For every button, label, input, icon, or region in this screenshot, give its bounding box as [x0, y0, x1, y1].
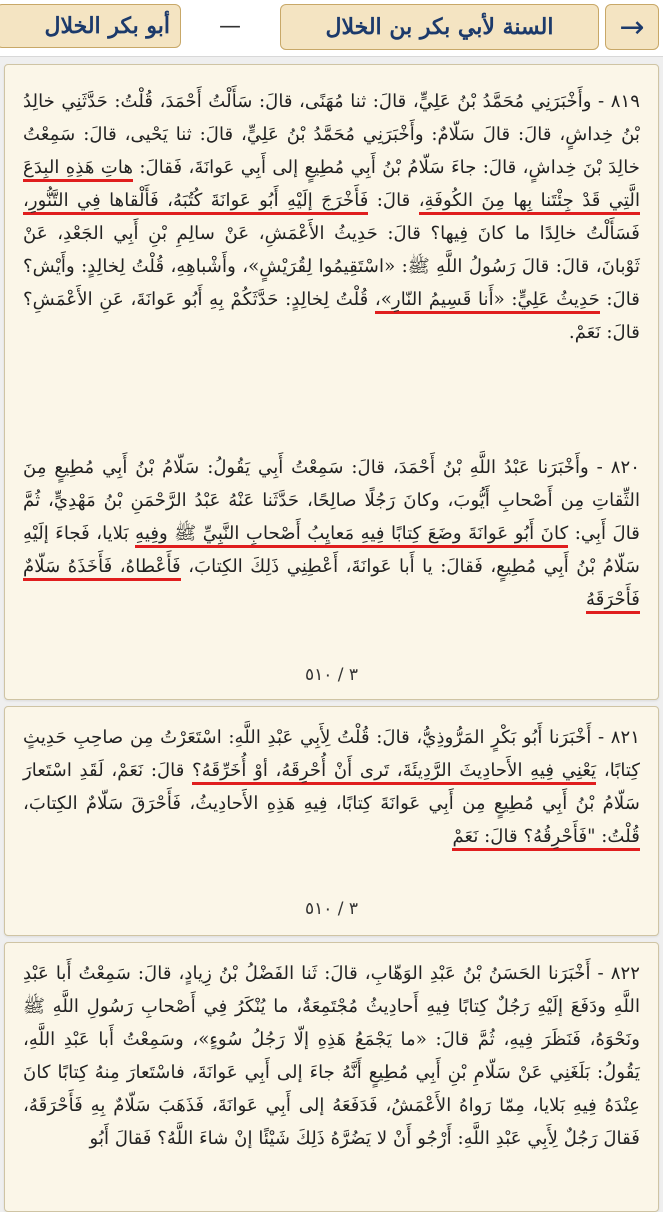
- content-card: [4, 64, 659, 700]
- hadith-822: ٨٢٢ - أَخْبَرَنا الحَسَنُ بْنُ عَبْدِ الوَهّابِ، قالَ: ثَنا الفَضْلُ بْنُ زِيادٍ، قالَ: سَمِعْتُ أَبا عَبْدِ اللَّهِ ودَفَعَ إلَيْهِ رَجُلٌ كِتابًا فِيهِ أَحادِيثُ مُجْتَمِعَةٌ، ما يُنْكَرُ فِي أَصْحابِ رَسُولِ اللَّهِ ﷺ ونَحْوَهُ، فَنَظَرَ فِيهِ، ثُمَّ قالَ: «ما يَجْمَعُ هَذِهِ إلّا رَجُلُ سُوءٍ»، وسَمِعْتُ أَبا عَبْدِ اللَّهِ، يَقُولُ: بَلَغَنِي عَنْ سَلّامِ بْنِ أَبِي مُطِيعٍ أَنَّهُ جاءَ إلى أَبِي عَوانَةَ، فاسْتَعارَ مِنهُ كِتابًا كانَ عِنْدَهُ فِيهِ بَلايا، مِمّا رَواهُ الأَعْمَشُ، فَدَفَعَهُ إلى أَبِي عَوانَةَ، فَذَهَبَ سَلّامٌ بِهِ فَأَحْرَقَهُ، فَقالَ رَجُلٌ لِأَبِي عَبْدِ اللَّهِ: أَرْجُو أَنْ لا يَضُرَّهُ ذَلِكَ شَيْئًا إنْ شاءَ اللَّهُ؟ فَقالَ أَبُو: [23, 963, 640, 1149]
- book-title-button[interactable]: السنة لأبي بكر بن الخلال: [280, 4, 599, 50]
- content-card: [4, 706, 659, 936]
- hadith-819: ٨١٩ - وأَخْبَرَنِي مُحَمَّدُ بْنُ عَلِيٍّ، قالَ: ثنا مُهَنًى، قالَ: سَأَلْتُ أَحْمَدَ، قُلْتُ: حَدَّثَنِي خالِدُ بْنُ خِداشٍ، قالَ: قالَ سَلّامٌ: وأَخْبَرَنِي مُحَمَّدُ بْنُ عَلِيٍّ، قالَ: ثنا يَحْيى، قالَ: سَمِعْتُ خالِدَ بْنَ خِداشٍ، قالَ: جاءَ سَلّامُ بْنُ أَبِي مُطِيعٍ إلى أَبِي عَوانَةَ، فَقالَ: هاتِ هَذِهِ البِدَعَ الَّتِي قَدْ جِئْتَنا بِها مِنَ الكُوفَةِ، قالَ: فَأَخْرَجَ إلَيْهِ أَبُو عَوانَةَ كُتُبَهُ، فَأَلْقاها فِي التَّنُّورِ، فَسَأَلْتُ خالِدًا ما كانَ فِيها؟ قالَ: حَدِيثُ الأَعْمَشِ، عَنْ سالِمِ بْنِ أَبِي الجَعْدِ، عَنْ ثَوْبانَ، قالَ: قالَ رَسُولُ اللَّهِ ﷺ: «اسْتَقِيمُوا لِقُرَيْشٍ»، وأَشْباهِهِ، قُلْتُ لِخالِدٍ: وأَيْش؟ قالَ: حَدِيثُ عَلِيٍّ: «أَنا قَسِيمُ النّارِ»، قُلْتُ لِخالِدٍ: حَدَّثَكُمْ بِهِ أَبُو عَوانَةَ، عَنِ الأَعْمَشِ؟ قالَ: نَعَمْ.: [23, 91, 641, 343]
- arrow-right-icon: →: [619, 9, 645, 45]
- back-button[interactable]: [605, 4, 659, 50]
- page-reference: ٣ / ٥١٠: [304, 665, 359, 685]
- hadith-820: ٨٢٠ - وأَخْبَرَنا عَبْدُ اللَّهِ بْنُ أَحْمَدَ، قالَ: سَمِعْتُ أَبِي يَقُولُ: سَلّامُ بْنُ أَبِي مُطِيعٍ مِنَ الثِّقاتِ مِن أَصْحابِ أَيُّوبَ، وكانَ رَجُلًا صالِحًا، حَدَّثَنا عَنْهُ عَبْدُ الرَّحْمَنِ بْنُ مَهْدِيٍّ، ثُمَّ قالَ أَبِي: كانَ أَبُو عَوانَةَ وضَعَ كِتابًا فِيهِ مَعايِبُ أَصْحابِ النَّبِيِّ ﷺ وفِيهِ بَلايا، فَجاءَ إلَيْهِ سَلّامُ بْنُ أَبِي مُطِيعٍ، فَقالَ: يا أَبا عَوانَةَ، أَعْطِنِي ذَلِكَ الكِتابَ، فَأَعْطاهُ، فَأَخَذَهُ سَلّامٌ فَأَحْرَقَهُ: [23, 451, 640, 616]
- highlight: هاتِ هَذِهِ البِدَعَ الَّتِي قَدْ جِئْتَنا بِها مِنَ الكُوفَةِ،: [23, 157, 640, 215]
- page-reference: ٣ / ٥١٠: [304, 899, 359, 919]
- breadcrumb-separator: —: [219, 13, 241, 39]
- highlight: يَعْنِي فِيهِ الأَحادِيثَ الرَّدِيئَةَ، تَرى أَنْ أُحْرِقَهُ، أوْ أُخَرِّقَهُ؟: [192, 760, 596, 785]
- highlight: قُلْتُ: "فَأَحْرِقُهُ؟ قالَ: نَعَمْ: [452, 826, 640, 851]
- highlight: فَأَخْرَجَ إلَيْهِ أَبُو عَوانَةَ كُتُبَهُ، فَأَلْقاها فِي التَّنُّورِ،: [23, 190, 368, 215]
- hadith-821: ٨٢١ - أَخْبَرَنا أَبُو بَكْرٍ المَرُّوذِيُّ، قالَ: قُلْتُ لِأَبِي عَبْدِ اللَّهِ: اسْتَعَرْتُ مِن صاحِبِ حَدِيثٍ كِتابًا، يَعْنِي فِيهِ الأَحادِيثَ الرَّدِيئَةَ، تَرى أَنْ أُحْرِقَهُ، أوْ أُخَرِّقَهُ؟ قالَ: نَعَمْ، لَقَدِ اسْتَعارَ سَلّامُ بْنُ أَبِي مُطِيعٍ مِن أَبِي عَوانَةَ كِتابًا، فِيهِ هَذِهِ الأَحادِيثُ، فَأَحْرَقَ سَلّامٌ الكِتابَ، قُلْتُ: "فَأَحْرِقُهُ؟ قالَ: نَعَمْ: [23, 721, 640, 853]
- author-button[interactable]: أبو بكر الخلال: [0, 4, 181, 48]
- content-card: [4, 942, 659, 1212]
- highlight: حَدِيثُ عَلِيٍّ: «أَنا قَسِيمُ النّارِ»،: [375, 289, 600, 314]
- top-bar: [0, 0, 663, 57]
- highlight: فَأَعْطاهُ، فَأَخَذَهُ سَلّامٌ فَأَحْرَقَهُ: [23, 556, 640, 614]
- highlight: كانَ أَبُو عَوانَةَ وضَعَ كِتابًا فِيهِ مَعايِبُ أَصْحابِ النَّبِيِّ ﷺ وفِيهِ: [135, 523, 568, 548]
